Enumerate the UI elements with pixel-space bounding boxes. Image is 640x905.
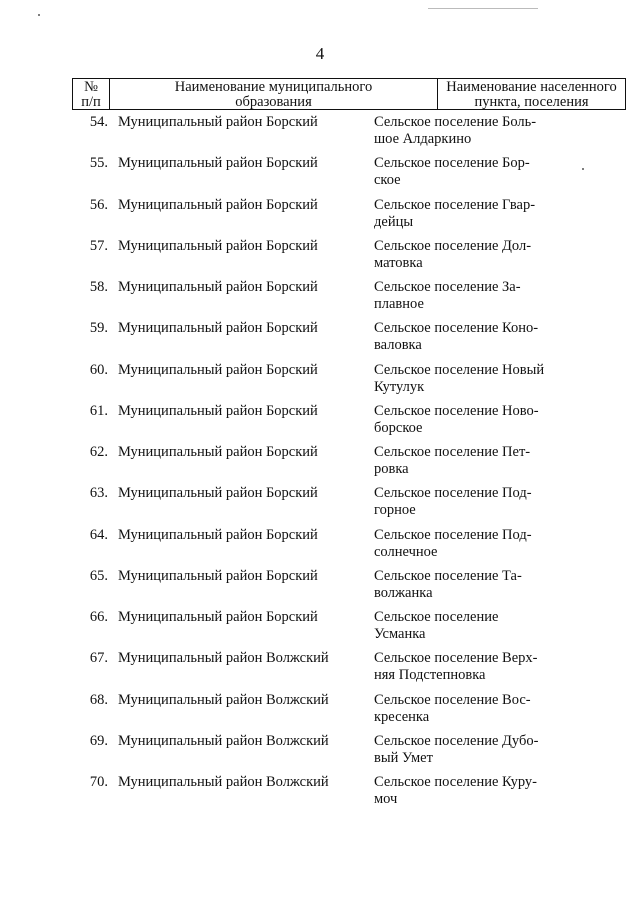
locality-line: плавное — [374, 296, 424, 312]
row-number: 55. — [89, 155, 108, 172]
locality-line: Сельское поселение Вос- — [374, 691, 531, 708]
municipality-name: Муниципальный район Волжский — [118, 732, 329, 749]
locality-line: Сельское поселение Под- — [374, 526, 532, 543]
locality-line: моч — [374, 791, 398, 807]
table-row — [72, 444, 562, 485]
page-number: 4 — [315, 44, 325, 63]
municipality-name: Муниципальный район Борский — [118, 279, 318, 295]
row-number: 70. — [89, 774, 108, 790]
scan-speck — [582, 168, 584, 170]
locality-line: Сельское поселение Боль- — [374, 114, 537, 130]
table-body — [72, 114, 562, 815]
table-row — [72, 650, 562, 691]
locality-line: Сельское поселение Та- — [374, 567, 522, 584]
row-number: 63. — [89, 485, 108, 502]
header-locality-label: Наименование населенного — [446, 79, 617, 95]
locality-line: солнечное — [374, 543, 438, 560]
table-row — [72, 197, 562, 238]
municipality-name: Муниципальный район Волжский — [118, 650, 329, 667]
municipality-name: Муниципальный район Борский — [118, 567, 318, 584]
locality-line: валовка — [374, 337, 422, 354]
locality-name — [374, 279, 554, 313]
locality-name — [374, 485, 554, 519]
header-number-label: № — [84, 79, 98, 95]
locality-line: Сельское поселение — [374, 609, 499, 625]
locality-line: вый Умет — [374, 749, 433, 766]
row-number: 60. — [89, 361, 108, 378]
table-row — [72, 362, 562, 403]
locality-line: борское — [374, 419, 423, 436]
row-number: 54. — [89, 114, 108, 130]
locality-line: Сельское поселение За- — [374, 279, 521, 295]
municipality-name: Муниципальный район Борский — [118, 320, 318, 337]
locality-line: Усманка — [374, 626, 426, 642]
header-number-cell — [72, 78, 110, 110]
locality-line: Сельское поселение Куру- — [374, 774, 538, 790]
locality-line: Сельское поселение Верх- — [374, 650, 538, 667]
locality-line: дейцы — [374, 213, 414, 230]
header-municipality-cell — [109, 78, 438, 110]
table-row — [72, 692, 562, 733]
locality-line: Сельское поселение Коно- — [374, 320, 539, 337]
header-municipality-label: Наименование муниципального — [174, 79, 373, 95]
locality-line: Сельское поселение Новый — [374, 361, 545, 378]
locality-line: Кутулук — [374, 378, 425, 395]
locality-line: Сельское поселение Дол- — [374, 237, 532, 254]
locality-line: Сельское поселение Дубо- — [374, 732, 539, 749]
table-row — [72, 527, 562, 568]
header-number-sublabel: п/п — [81, 94, 101, 110]
table-row — [72, 155, 562, 196]
row-number: 64. — [89, 526, 108, 543]
locality-line: кресенка — [374, 708, 430, 725]
locality-name — [374, 238, 554, 272]
locality-line: Сельское поселение Ново- — [374, 402, 539, 419]
locality-line: горное — [374, 502, 416, 519]
row-number: 69. — [89, 732, 108, 749]
municipality-name: Муниципальный район Борский — [118, 196, 318, 213]
table-row — [72, 609, 562, 650]
table-row — [72, 403, 562, 444]
locality-line: Сельское поселение Гвар- — [374, 196, 536, 213]
locality-line: ровка — [374, 461, 409, 477]
municipality-name: Муниципальный район Борский — [118, 526, 318, 543]
header-locality-cell — [437, 78, 626, 110]
locality-name — [374, 568, 554, 602]
locality-name — [374, 114, 554, 148]
municipality-name: Муниципальный район Борский — [118, 402, 318, 419]
locality-name — [374, 444, 554, 478]
row-number: 56. — [89, 196, 108, 213]
table-row — [72, 733, 562, 774]
locality-name — [374, 650, 554, 684]
table-header — [72, 78, 617, 112]
row-number: 62. — [89, 444, 108, 460]
locality-line: Сельское поселение Бор- — [374, 155, 530, 172]
locality-line: Сельское поселение Пет- — [374, 444, 531, 460]
row-number: 66. — [89, 609, 108, 625]
scan-speck — [38, 14, 40, 16]
municipality-name: Муниципальный район Волжский — [118, 774, 329, 790]
row-number: 58. — [89, 279, 108, 295]
locality-name — [374, 403, 554, 437]
municipality-name: Муниципальный район Борский — [118, 485, 318, 502]
row-number: 59. — [89, 320, 108, 337]
locality-name — [374, 733, 554, 767]
locality-line: матовка — [374, 254, 423, 271]
locality-line: шое Алдаркино — [374, 131, 472, 147]
locality-name — [374, 527, 554, 561]
table-row — [72, 114, 562, 155]
municipality-name: Муниципальный район Борский — [118, 114, 318, 130]
table-row — [72, 774, 562, 815]
municipality-name: Муниципальный район Борский — [118, 155, 318, 172]
locality-name — [374, 609, 554, 643]
municipality-name: Муниципальный район Борский — [118, 237, 318, 254]
locality-name — [374, 320, 554, 354]
header-locality-sublabel: пункта, поселения — [474, 94, 589, 110]
header-municipality-sublabel: образования — [235, 94, 312, 110]
locality-line: волжанка — [374, 584, 433, 601]
table-row — [72, 485, 562, 526]
locality-name — [374, 692, 554, 726]
municipality-name: Муниципальный район Борский — [118, 361, 318, 378]
table-row — [72, 568, 562, 609]
locality-name — [374, 155, 554, 189]
row-number: 57. — [89, 237, 108, 254]
municipality-name: Муниципальный район Борский — [118, 609, 318, 625]
table-row — [72, 238, 562, 279]
scan-top-rule — [428, 8, 538, 9]
locality-line: ское — [374, 172, 401, 189]
locality-name — [374, 362, 554, 396]
row-number: 65. — [89, 567, 108, 584]
table-row — [72, 279, 562, 320]
row-number: 68. — [89, 691, 108, 708]
row-number: 61. — [89, 402, 108, 419]
locality-name — [374, 774, 554, 808]
table-row — [72, 320, 562, 361]
row-number: 67. — [89, 650, 108, 667]
locality-name — [374, 197, 554, 231]
locality-line: няя Подстепновка — [374, 667, 486, 684]
locality-line: Сельское поселение Под- — [374, 485, 532, 502]
municipality-name: Муниципальный район Волжский — [118, 691, 329, 708]
municipality-name: Муниципальный район Борский — [118, 444, 318, 460]
